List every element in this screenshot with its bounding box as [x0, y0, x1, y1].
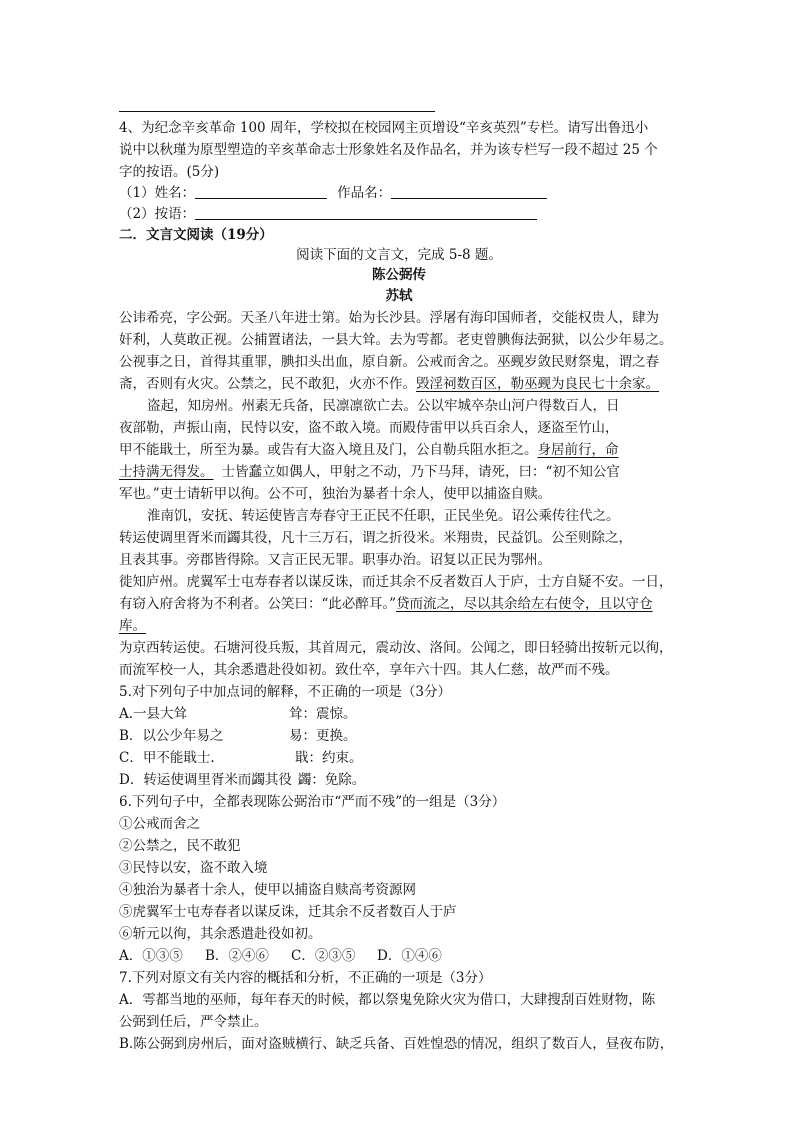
underlined-sentence-3-end: 库。	[119, 618, 146, 634]
passage-line	[119, 373, 679, 395]
q7-option-b-line1: B.陈公弼到房州后，面对盗贼横行、缺乏兵备、百姓惶恐的情况，组织了数百人，昼夜布防，	[119, 1036, 674, 1052]
underlined-sentence-1: 毁淫祠数百区，勒巫觋为良民七十余家。	[416, 376, 659, 392]
q5-option-d	[119, 769, 679, 791]
name-label: （1）姓名：	[119, 185, 196, 201]
passage-line	[119, 593, 679, 615]
section-heading: 二．文言文阅读（19分）	[119, 227, 273, 243]
q5-option-b	[119, 725, 679, 747]
top-answer-line	[119, 111, 435, 112]
passage-line: 公讳希亮，字公弼。天圣八年进士第。始为长沙县。浮屠有海印国师者，交能权贵人，肆为	[119, 310, 659, 326]
q6-item: ⑤虎翼军士屯寿春者以谋反诛，迁其余不反者数百人于庐	[119, 904, 457, 920]
q6-choice-c[interactable]: C．②③⑤	[291, 948, 356, 964]
q5-stem: 5.对下列句子中加点词的解释，不正确的一项是（3分）	[119, 684, 451, 700]
passage-text: 士皆蠢立如偶人，甲射之不动，乃下马拜，请死，曰：“初不知公官	[221, 464, 620, 480]
q6-item: ③民恃以安，盗不敢入境	[119, 860, 268, 876]
q4-name-row	[119, 182, 679, 204]
option-gloss: 蠲：免除。	[297, 772, 366, 788]
option-gloss: 耸：震惊。	[289, 706, 357, 722]
passage-line: 公视事之日，首得其重罪，腆扣头出血，原自新。公戒而舍之。巫觋岁敛民财祭鬼，谓之春	[119, 354, 659, 370]
passage-line: 夜部勒，声振山南，民恃以安，盗不敢入境。而殿侍雷甲以兵百余人，逐盗至竹山，	[119, 420, 619, 436]
q6-choice-d[interactable]: D．①④⑥	[377, 948, 442, 964]
passage-line: 奸利，人莫敢正视。公捕置诸法，一县大耸。去为雩都。老吏曾腆侮法弼狱，以公少年易之。	[119, 332, 673, 348]
underlined-sentence-3: 贷而流之，尽以其余给左右使令，且以守仓	[396, 596, 653, 612]
q4-line-3: 字的按语。(5分)	[119, 164, 220, 180]
passage-title: 陈公弼传	[372, 267, 426, 283]
section-instruction: 阅读下面的文言文，完成 5-8 题。	[296, 247, 502, 263]
name-blank[interactable]	[195, 184, 327, 199]
note-blank[interactable]	[195, 205, 537, 220]
note-label: （2）按语：	[119, 206, 196, 222]
passage-line: 而流军校一人，其余悉遣赴役如初。致仕卒，享年六十四。其人仁慈，故严而不残。	[119, 662, 619, 678]
passage-line: 军也。”吏士请斩甲以徇。公不可，独治为暴者十余人，使甲以捕盗自赎。	[119, 486, 552, 502]
passage-text: 有窃入府舍将为不利者。公笑曰：“此必醉耳。”	[119, 596, 397, 612]
passage-line: 为京西转运使。石塘河役兵叛，其首周元，震动汝、洛间。公闻之，即日轻骑出按斩元以徇，	[119, 640, 673, 656]
option-text: B．以公少年易之	[119, 728, 224, 744]
q6-stem: 6.下列句子中，全都表现陈公弼治市“严而不残”的一组是（3分）	[119, 794, 506, 810]
option-gloss: 易：更换。	[289, 728, 357, 744]
q5-option-a	[119, 703, 679, 725]
q4-note-row	[119, 203, 679, 225]
passage-text: 斋，否则有火灾。公禁之，民不敢犯，火亦不作。	[119, 376, 416, 392]
q7-option-a-line2: 公弼到任后，严令禁止。	[119, 1014, 268, 1030]
q4-line-1: 4、为纪念辛亥革命 100 周年，学校拟在校园网主页增设“辛亥英烈”专栏。请写出鲁迅小	[119, 120, 649, 136]
passage-line: 且表其事。旁郡皆得除。又言正民无罪。职事办治。诏复以正民为鄂州。	[119, 552, 551, 568]
work-blank[interactable]	[391, 184, 547, 199]
passage-line: 徙知庐州。虎翼军士屯寿春者以谋反诛，而迁其余不反者数百人于庐，士方自疑不安。一日，	[119, 574, 673, 590]
work-label: 作品名：	[337, 185, 392, 201]
passage-line	[119, 615, 679, 637]
q6-item: ⑥斩元以徇，其余悉遣赴役如初。	[119, 926, 322, 942]
underlined-sentence-2a: 身居前行，命	[537, 442, 619, 458]
option-text: A.一县大耸	[119, 706, 188, 722]
q6-choice-a[interactable]: A．①③⑤	[119, 948, 183, 964]
passage-line	[119, 439, 679, 461]
passage-line	[119, 461, 679, 483]
q6-item: ④独治为暴者十余人，使甲以捕盗自赎高考资源网	[119, 882, 416, 898]
q6-choices	[119, 945, 679, 967]
q6-choice-b[interactable]: B．②④⑥	[205, 948, 269, 964]
q7-option-a-line1: A．雩都当地的巫师，每年春天的时候，都以祭鬼免除火灾为借口，大肆搜刮百姓财物，陈	[119, 992, 656, 1008]
q6-item: ②公禁之，民不敢犯	[119, 838, 241, 854]
underlined-sentence-2b: 士持满无得发。	[119, 464, 214, 480]
passage-line: 淮南饥，安抚、转运使皆言寿春守王正民不任职，正民坐免。诏公乘传往代之。	[147, 508, 620, 524]
q4-line-2: 说中以秋瑾为原型塑造的辛亥革命志士形象姓名及作品名，并为该专栏写一段不超过 25 个	[119, 142, 658, 158]
option-text: D．转运使调里胥米而蠲其役	[119, 772, 292, 788]
option-gloss: 戢：约束。	[295, 750, 363, 766]
passage-author: 苏轼	[385, 288, 413, 304]
passage-text: 甲不能戢士，所至为暴。或告有大盗入境且及门，公自勒兵阻水拒之。	[119, 442, 538, 458]
q7-stem: 7.下列对原文有关内容的概括和分析，不正确的一项是（3分）	[119, 970, 492, 986]
q6-item: ①公戒而舍之	[119, 816, 200, 832]
passage-line: 转运使调里胥米而蠲其役，凡十三万石，谓之折役米。米翔贵，民益饥。公至则除之，	[119, 530, 632, 546]
option-text: C．甲不能戢士.	[119, 750, 215, 766]
passage-line: 盗起，知房州。州素无兵备，民凛凛欲亡去。公以牢城卒杂山河户得数百人，日	[147, 398, 620, 414]
q5-option-c	[119, 747, 679, 769]
